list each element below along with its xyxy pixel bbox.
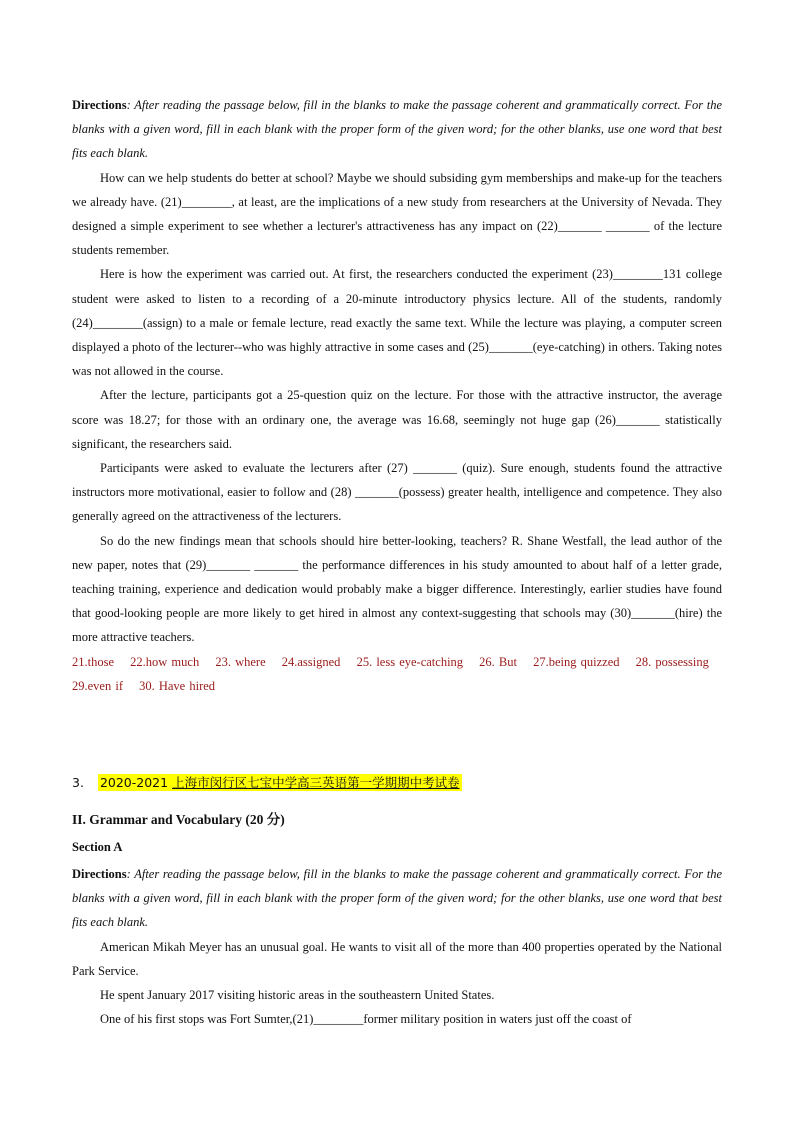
passage-paragraph: One of his first stops was Fort Sumter,(21)________former military position in waters just off the coast of [100,1012,632,1027]
passage-paragraph: He spent January 2017 visiting historic areas in the southeastern United States. [100,988,495,1003]
answer-item: 26. But [479,654,517,669]
answer-item: 22.how much [130,654,200,669]
passage-paragraph: American Mikah Meyer has an unusual goal. He wants to visit all of the more than 400 properties operated by the National Park Service. [72,939,722,978]
answer-item: 27.being quizzed [533,654,620,669]
question-3-block [72,808,722,1031]
answer-item: 23. where [215,654,266,669]
answer-item: 28. possessing [635,654,709,669]
answer-item: 24.assigned [281,654,341,669]
answer-item: 25. less eye-catching [356,654,464,669]
directions-text: : After reading the passage below, fill in the blanks to make the passage coherent and grammatically correct. For the blanks with a given word, fill in each blank with the proper form of the given word; for the other blanks, use one word that best fits each blank. [72,867,722,930]
answer-item: 29.even if [72,679,123,694]
part-title: II. Grammar and Vocabulary (20 分) [72,812,285,827]
section-title: Section A [72,840,123,854]
passage-paragraph: So do the new findings mean that schools should hire better-looking, teachers? R. Shane Westfall, the lead author of the new paper, notes that (29)_______ _______ the performance differences in his study amounted to about half of a letter grade, teaching training, experience and dedication would probably make a bigger difference. Interestingly, earlier studies have found that good-looking people are more likely to get hired in almost any context-suggesting that schools may (30)_______(hire) the more attractive teachers. [72,533,722,645]
source-highlight [98,774,462,791]
passage-paragraph: How can we help students do better at school? Maybe we should subsiding gym memberships and make-up for the teachers we already have. (21)________, at least, are the implications of a new study from researchers at the University of Nevada. They designed a simple experiment to see whether a lecturer's attractiveness has any impact on (22)_______ _______ of the lecture students remember. [72,170,722,258]
passage-paragraph: After the lecture, participants got a 25-question quiz on the lecture. For those with the attractive instructor, the average score was 18.27; for those with an ordinary one, the average was 16.68, seemingly not huge gap (26)_______ statistically significant, the researchers said. [72,388,722,451]
directions-label: Directions [72,867,127,881]
source-title[interactable]: 上海市闵行区七宝中学高三英语第一学期期中考试卷 [172,775,460,790]
answer-key [72,650,722,699]
directions-text: : After reading the passage below, fill in the blanks to make the passage coherent and grammatically correct. For the blanks with a given word, fill in each blank with the proper form of the given word; for the other blanks, use one word that best fits each blank. [72,98,722,161]
directions-label: Directions [72,98,127,112]
passage-paragraph: Participants were asked to evaluate the lecturers after (27) _______ (quiz). Sure enough, students found the attractive instructors more motivational, easier to follow and (28) _______(possess) greater health, intelligence and competence. They also generally agreed on the attractiveness of the lecturers. [72,461,722,524]
source-year: 2020-2021 [99,775,169,790]
directions [72,93,722,166]
question-number: 3. [72,775,84,790]
passage-paragraph: Here is how the experiment was carried out. At first, the researchers conducted the experiment (23)________131 college student were asked to listen to a recording of a 20-minute introductory physics lecture. All of the students, randomly (24)________(assign) to a male or female lecture, read exactly the same text. While the lecture was playing, a computer screen displayed a photo of the lecturer--who was highly attractive in some cases and (25)_______(eye-catching) in others. Taking notes was not allowed in the course. [72,267,722,379]
answer-item: 21.those [72,654,115,669]
directions [72,862,722,935]
question-3-header [72,773,462,791]
answer-item: 30. Have hired [139,679,216,694]
question-2-block [72,93,722,699]
